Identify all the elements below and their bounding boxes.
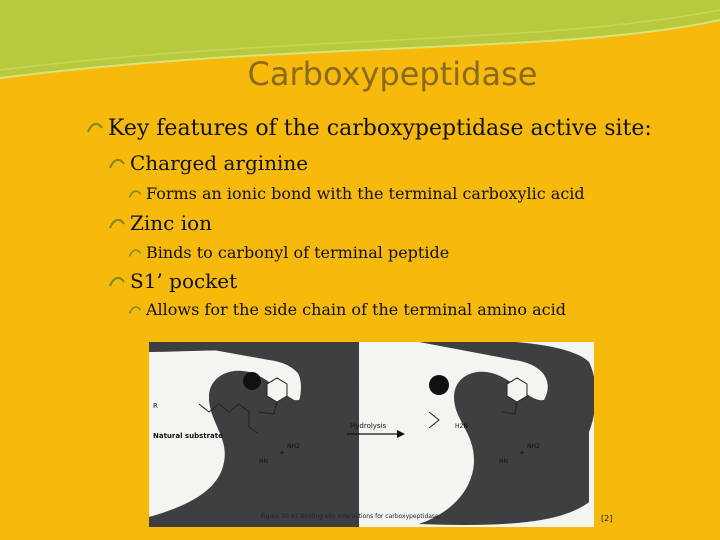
r-label-left: R	[153, 402, 158, 410]
nh2-label-right: NH2	[527, 443, 540, 450]
bullet-flourish-icon	[108, 274, 126, 292]
bullet-flourish-icon	[128, 247, 142, 261]
h2n-label-right: H2N	[455, 423, 468, 430]
bullet-flourish-icon	[128, 304, 142, 318]
bullet-flourish-icon	[108, 156, 126, 174]
plus-label-right: +	[519, 449, 525, 457]
zinc-ion-left	[243, 372, 261, 390]
enzyme-shape-right	[419, 342, 594, 525]
bullet-flourish-icon	[86, 120, 104, 138]
zinc-ion-right	[429, 375, 449, 395]
nh2-label-left: NH2	[287, 443, 300, 450]
bullet-zinc-detail: Binds to carbonyl of terminal peptide	[128, 243, 449, 262]
bullet-flourish-icon	[108, 216, 126, 234]
bullet-pocket: S1’ pocket	[108, 269, 237, 293]
slide-title: Carboxypeptidase	[247, 55, 538, 93]
plus-label-left: +	[279, 449, 285, 457]
substrate-label: Natural substrate	[153, 432, 223, 440]
bullet-pocket-detail: Allows for the side chain of the terminal amino acid	[128, 300, 566, 319]
bullet-arginine-detail: Forms an ionic bond with the terminal carboxylic acid	[128, 184, 585, 203]
figure-caption: Figure 10.61 Binding site interactions for carboxypeptidase.	[261, 513, 441, 520]
bullet-arginine: Charged arginine	[108, 151, 308, 175]
bullet-flourish-icon	[128, 188, 142, 202]
bullet-key-features: Key features of the carboxypeptidase active site:	[86, 116, 652, 141]
hn-label-right: HN	[499, 458, 508, 465]
hn-label-left: HN	[259, 458, 268, 465]
hydrolysis-label: Hydrolysis	[350, 422, 387, 430]
bullet-zinc: Zinc ion	[108, 211, 212, 235]
reference-marker: [2]	[601, 514, 613, 523]
binding-site-figure	[149, 342, 594, 527]
binding-site-diagram	[149, 342, 594, 527]
